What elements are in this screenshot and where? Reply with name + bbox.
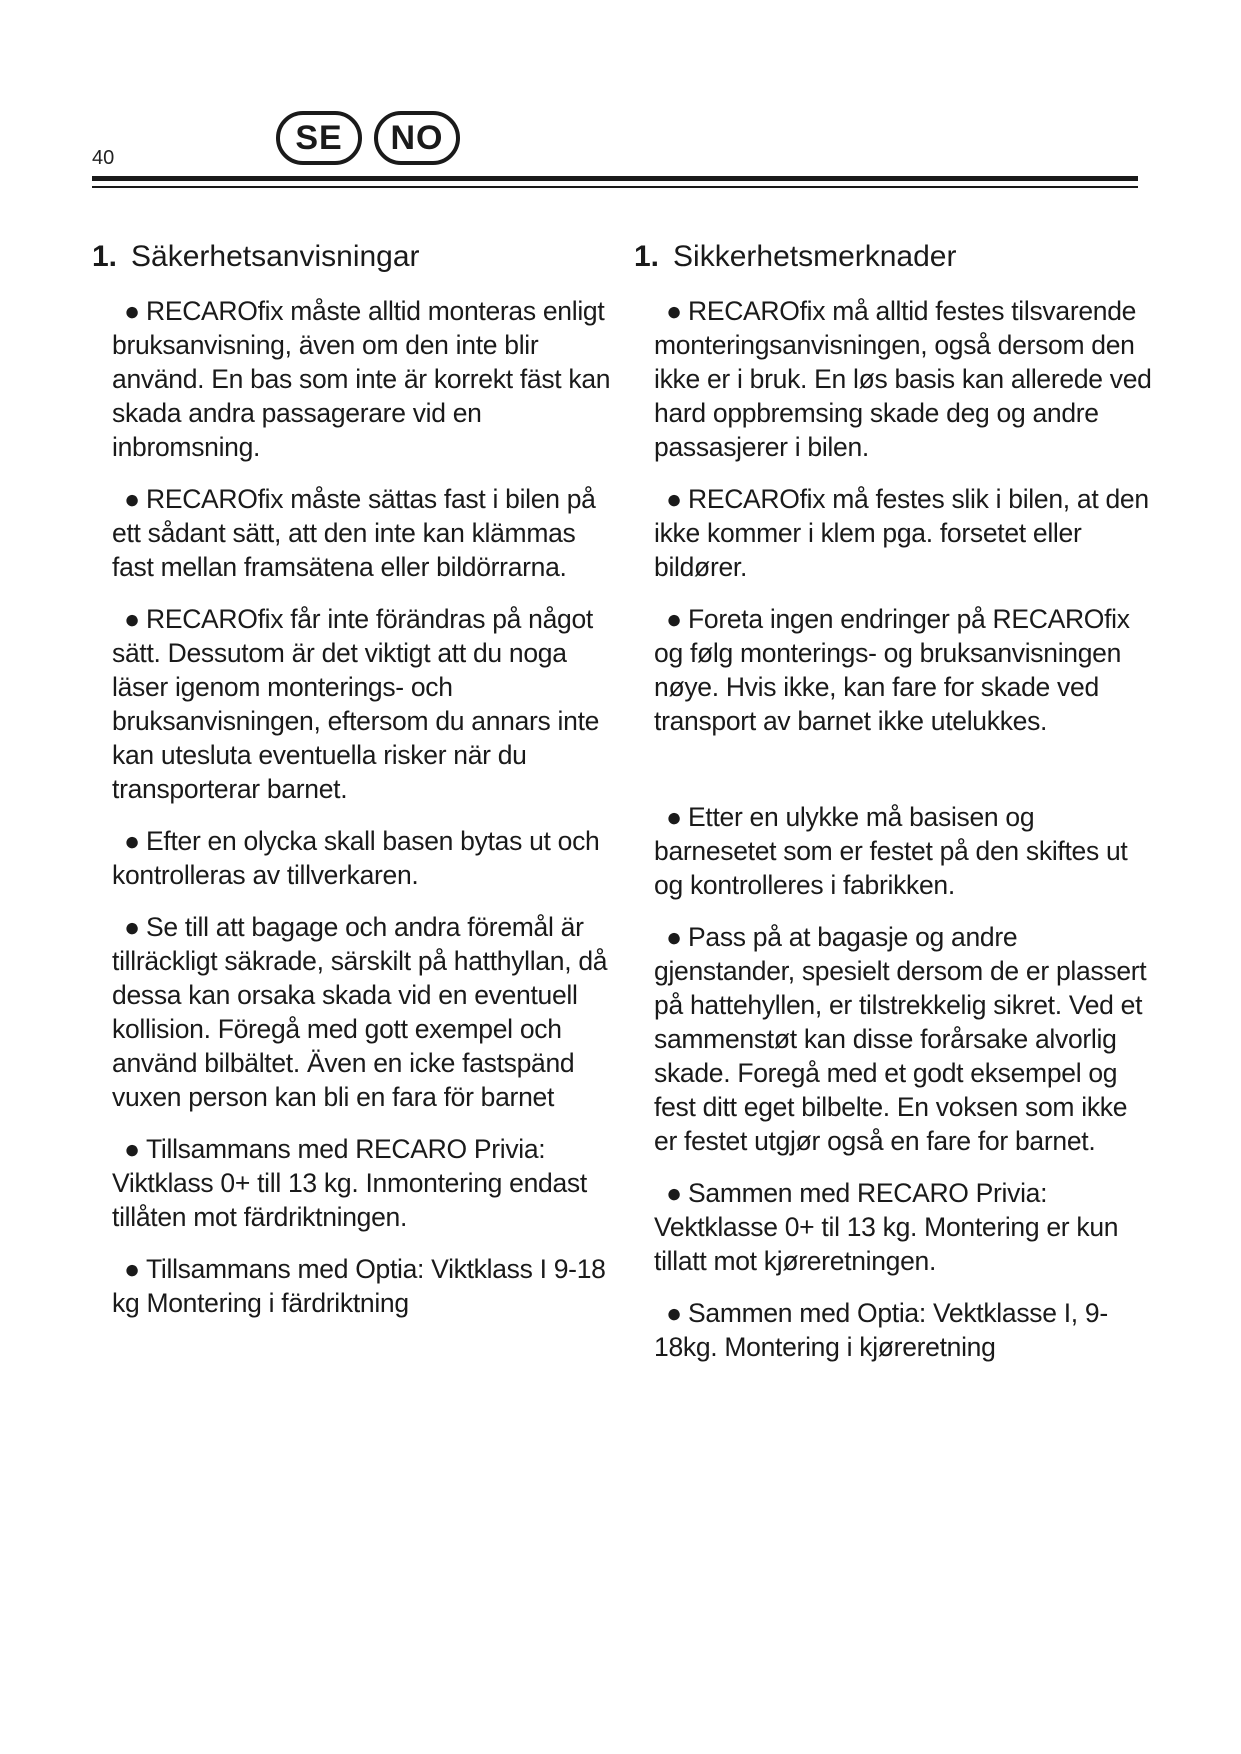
norwegian-paragraph-4: ● Etter en ulykke må basisen og barnesetet som er festet på den skiftes ut og kontrolleres i fabrikken. xyxy=(654,802,1128,900)
section-title-text: Sikkerhetsmerknader xyxy=(673,240,957,273)
swedish-paragraph-2: ● RECAROfix måste sättas fast i bilen på ett sådant sätt, att den inte kan klämmas fast mellan framsätena eller bildörrarna. xyxy=(112,484,596,582)
swedish-paragraph-1: ● RECAROfix måste alltid monteras enligt bruksanvisning, även om den inte blir använd. En bas som inte är korrekt fäst kan skada andra passagerare vid en inbromsning. xyxy=(112,296,611,462)
norwegian-paragraph-3: ● Foreta ingen endringer på RECAROfix og følg monterings- og bruksanvisningen nøye. Hvis ikke, kan fare for skade ved transport av barnet ikke utelukkes. xyxy=(654,604,1130,736)
swedish-paragraph-3: ● RECAROfix får inte förändras på något sätt. Dessutom är det viktigt att du noga läser igenom monterings- och bruksanvisningen, eftersom du annars inte kan utesluta eventuella risker när du transporterar barnet. xyxy=(112,604,600,804)
paragraph-spacer xyxy=(634,756,1154,800)
section-number: 1. xyxy=(634,240,660,273)
norwegian-paragraph-6: ● Sammen med RECARO Privia: Vektklasse 0+ til 13 kg. Montering er kun tillatt mot kjøreretningen. xyxy=(654,1178,1119,1276)
language-badges xyxy=(276,111,460,165)
bullet-icon: ● xyxy=(666,922,682,952)
swedish-paragraph-4: ● Efter en olycka skall basen bytas ut och kontrolleras av tillverkaren. xyxy=(112,826,600,890)
swedish-column xyxy=(92,240,612,1338)
section-number: 1. xyxy=(92,240,118,273)
bullet-icon: ● xyxy=(124,604,140,634)
norwegian-column xyxy=(634,240,1154,1382)
bullet-icon: ● xyxy=(666,604,682,634)
bullet-icon: ● xyxy=(666,802,682,832)
swedish-section-title xyxy=(92,240,612,274)
swedish-paragraph-5: ● Se till att bagage och andra föremål är tillräckligt säkrade, särskilt på hatthyllan, då dessa kan orsaka skada vid en eventuell kollision. Föregå med gott exempel och använd bilbältet. Även en icke fastspänd vuxen person kan bli en fara för barnet xyxy=(112,912,608,1112)
bullet-icon: ● xyxy=(124,826,140,856)
page-number: 40 xyxy=(92,147,115,169)
swedish-paragraph-6: ● Tillsammans med RECARO Privia: Viktklass 0+ till 13 kg. Inmontering endast tillåten mot färdriktningen. xyxy=(112,1134,587,1232)
norwegian-paragraph-5: ● Pass på at bagasje og andre gjenstander, spesielt dersom de er plassert på hattehyllen, er tilstrekkelig sikret. Ved et sammenstøt kan disse forårsake alvorlig skade. Foregå med et godt eksempel og fest ditt eget bilbelte. En voksen som ikke er festet utgjør også en fare for barnet. xyxy=(654,922,1147,1156)
norwegian-paragraph-2: ● RECAROfix må festes slik i bilen, at den ikke kommer i klem pga. forsetet eller bildører. xyxy=(654,484,1149,582)
bullet-icon: ● xyxy=(666,484,682,514)
norwegian-paragraph-7: ● Sammen med Optia: Vektklasse I, 9-18kg. Montering i kjøreretning xyxy=(654,1298,1108,1362)
bullet-icon: ● xyxy=(124,1134,140,1164)
swedish-paragraph-7: ● Tillsammans med Optia: Viktklass I 9-18 kg Montering i färdriktning xyxy=(112,1254,606,1318)
language-badge-no: NO xyxy=(374,111,460,165)
section-title-text: Säkerhetsanvisningar xyxy=(131,240,420,273)
bullet-icon: ● xyxy=(666,296,682,326)
bullet-icon: ● xyxy=(666,1298,682,1328)
header-rule-thick xyxy=(92,176,1138,181)
norwegian-paragraph-1: ● RECAROfix må alltid festes tilsvarende monteringsanvisningen, også dersom den ikke er i bruk. En løs basis kan allerede ved hard oppbremsing skade deg og andre passasjerer i bilen. xyxy=(654,296,1152,462)
norwegian-section-title xyxy=(634,240,1154,274)
header-rule-thin xyxy=(92,186,1138,188)
bullet-icon: ● xyxy=(666,1178,682,1208)
bullet-icon: ● xyxy=(124,912,140,942)
bullet-icon: ● xyxy=(124,1254,140,1284)
bullet-icon: ● xyxy=(124,484,140,514)
bullet-icon: ● xyxy=(124,296,140,326)
language-badge-se: SE xyxy=(276,111,362,165)
